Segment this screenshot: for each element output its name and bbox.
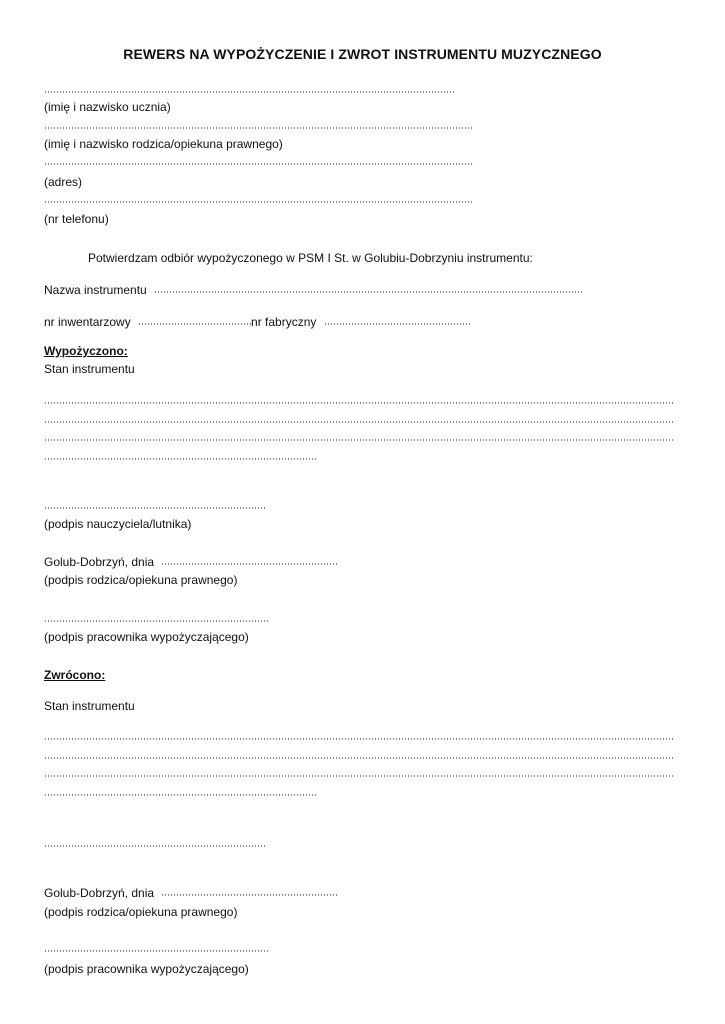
teacher-signature-label: (podpis nauczyciela/lutnika) (44, 517, 192, 531)
lent-parent-signature-label: (podpis rodzica/opiekuna prawnego) (44, 573, 238, 587)
parent-name-line[interactable] (44, 127, 474, 129)
document-title: REWERS NA WYPOŻYCZENIE I ZWROT INSTRUMENTU MUZYCZNEGO (123, 46, 602, 62)
phone-line[interactable] (44, 201, 474, 203)
instrument-name-line[interactable] (154, 291, 584, 293)
confirmation-text: Potwierdzam odbiór wypożyczonego w PSM I St. w Golubiu-Dobrzyniu instrumentu: (88, 251, 533, 265)
returned-date-row (44, 886, 339, 900)
parent-name-label: (imię i nazwisko rodzica/opiekuna prawnego) (44, 137, 283, 151)
returned-heading: Zwrócono: (44, 668, 106, 682)
lent-condition-line-2[interactable] (44, 421, 674, 423)
returned-condition-line-2[interactable] (44, 757, 674, 759)
instrument-name-label: Nazwa instrumentu (44, 283, 147, 297)
address-line[interactable] (44, 163, 474, 165)
lent-condition-label: Stan instrumentu (44, 362, 135, 376)
returned-place-date-label: Golub-Dobrzyń, dnia (44, 886, 155, 900)
lent-condition-line-1[interactable] (44, 402, 674, 404)
inventory-row (44, 315, 472, 329)
returned-staff-signature-label: (podpis pracownika wypożyczającego) (44, 962, 249, 976)
factory-label: nr fabryczny (251, 315, 317, 329)
returned-condition-label: Stan instrumentu (44, 699, 135, 713)
lent-date-row (44, 555, 339, 569)
lent-heading: Wypożyczono: (44, 344, 128, 358)
inventory-line[interactable] (138, 323, 251, 325)
student-name-line[interactable] (44, 91, 454, 93)
student-name-label: (imię i nazwisko ucznia) (44, 100, 171, 114)
returned-signature-line[interactable] (44, 845, 266, 847)
phone-label: (nr telefonu) (44, 212, 109, 226)
instrument-name-row (44, 283, 584, 297)
factory-line[interactable] (324, 323, 472, 325)
lent-staff-signature-label: (podpis pracownika wypożyczającego) (44, 630, 249, 644)
address-label: (adres) (44, 175, 83, 189)
returned-condition-line-4[interactable] (44, 794, 316, 796)
returned-condition-line-3[interactable] (44, 775, 674, 777)
returned-date-line[interactable] (161, 894, 339, 896)
returned-staff-signature-line[interactable] (44, 950, 269, 952)
lent-place-date-label: Golub-Dobrzyń, dnia (44, 555, 155, 569)
lent-condition-line-4[interactable] (44, 458, 316, 460)
lent-date-line[interactable] (161, 563, 339, 565)
inventory-label: nr inwentarzowy (44, 315, 131, 329)
teacher-signature-line[interactable] (44, 507, 266, 509)
lent-condition-line-3[interactable] (44, 439, 674, 441)
returned-parent-signature-label: (podpis rodzica/opiekuna prawnego) (44, 905, 238, 919)
returned-condition-line-1[interactable] (44, 738, 674, 740)
lent-staff-signature-line[interactable] (44, 620, 269, 622)
